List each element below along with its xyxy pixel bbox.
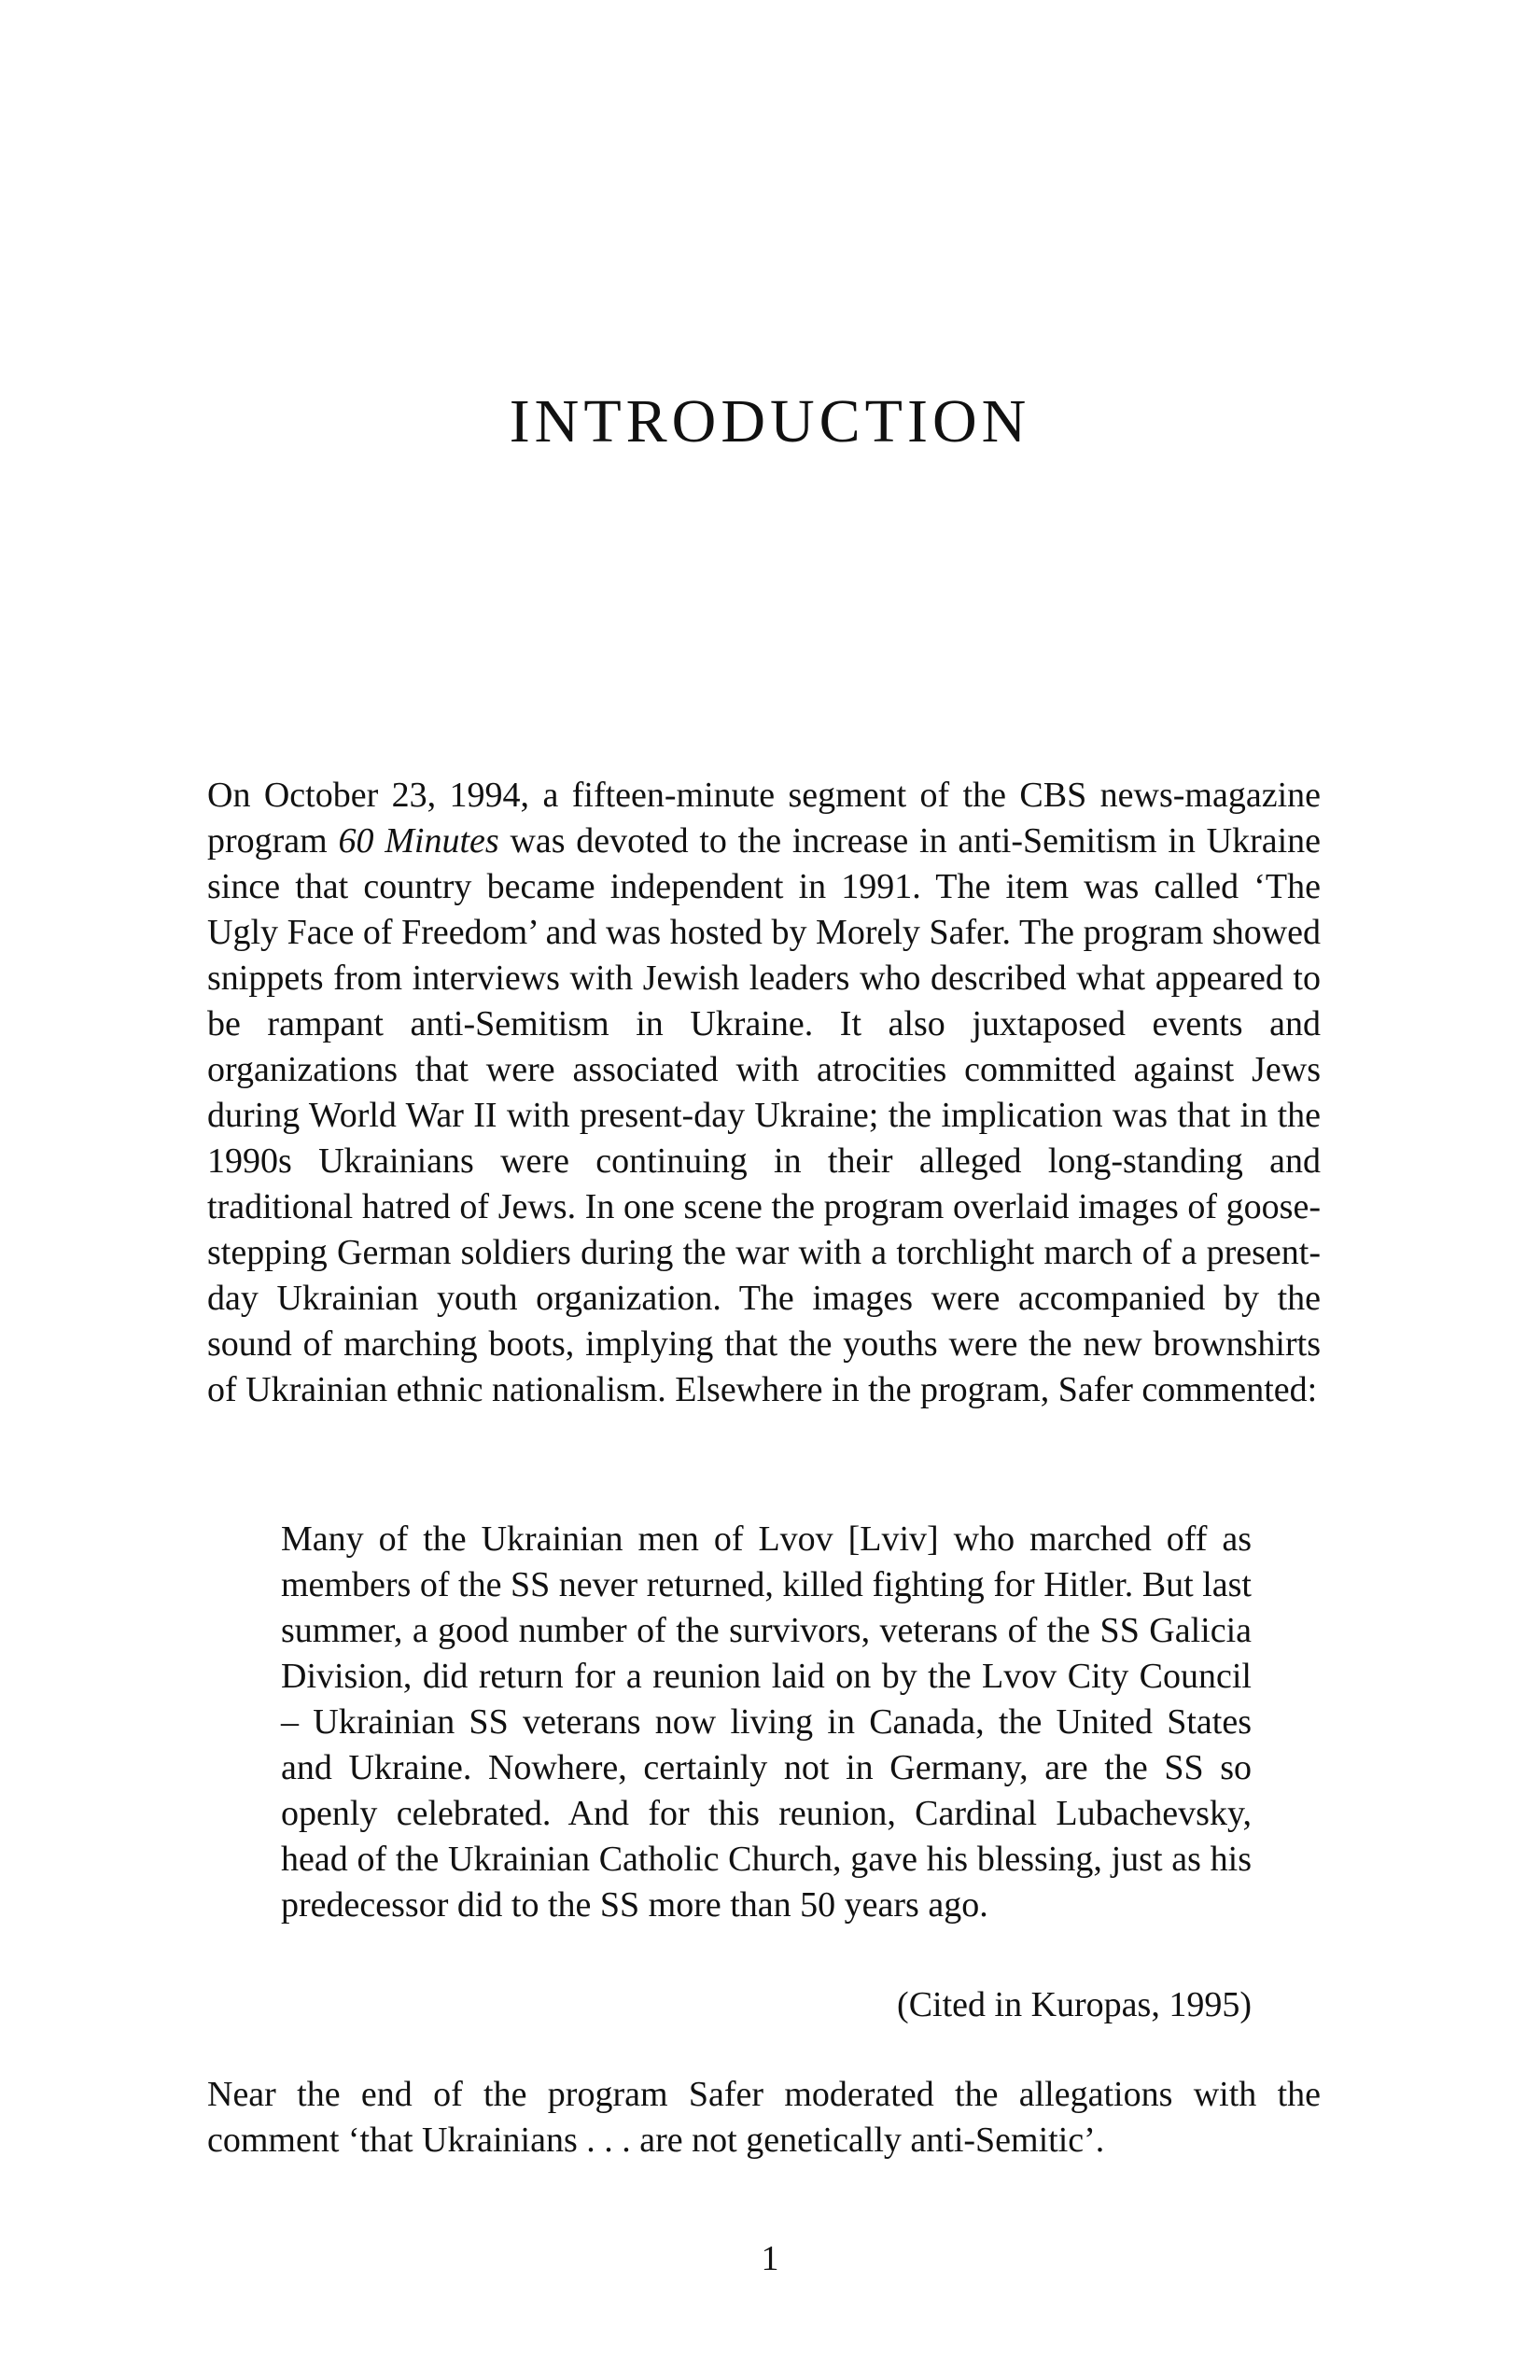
body-paragraph-2: Near the end of the program Safer moderated the allegations with the comment ‘that Ukrainians . . . are not genetically anti-Semitic’. [207, 2075, 1321, 2160]
program-title: 60 Minutes [338, 821, 499, 861]
paragraph-1-text-end: was devoted to the increase in anti-Semitism in Ukraine since that country became independent in 1991. The item was called ‘The Ugly Face of Freedom’ and was hosted by Morely Safer. The program showed snippets from interviews with Jewish leaders who described what appeared to be rampant anti-Semitism in Ukraine. It also juxtaposed events and organizations that were associated with atrocities committed against Jews during World War II with present-day Ukraine; the implication was that in the 1990s Ukrainians were continuing in their alleged long-standing and traditional hatred of Jews. In one scene the program overlaid images of goose-stepping German soldiers during the war with a torchlight march of a present-day Ukrainian youth organization. The images were accompanied by the sound of marching boots, implying that the youths were the new brownshirts of Ukrainian ethnic nationalism. Elsewhere in the program, Safer commented: [207, 821, 1322, 1409]
quotation-citation: (Cited in Kuropas, 1995) [897, 1985, 1252, 2024]
chapter-title: INTRODUCTION [509, 387, 1031, 455]
paragraph-1-text-start: On October 23, 1994, a fifteen-minute segment of the CBS news-magazine program [207, 776, 1321, 861]
block-quotation: Many of the Ukrainian men of Lvov [Lviv] who marched off as members of the SS never returned, killed fighting for Hitler. But last summer, a good number of the survivors, veterans of the SS Galicia Division, did return for a reunion laid on by the Lvov City Council – Ukrainian SS veterans now living in Canada, the United States and Ukraine. Nowhere, certainly not in Germany, are the SS so openly celebrated. And for this reunion, Cardinal Lubachevsky, head of the Ukrainian Catholic Church, gave his blessing, just as his predecessor did to the SS more than 50 years ago. [281, 1519, 1252, 1925]
page-number: 1 [761, 2239, 779, 2278]
body-paragraph-1 [207, 773, 1321, 1413]
